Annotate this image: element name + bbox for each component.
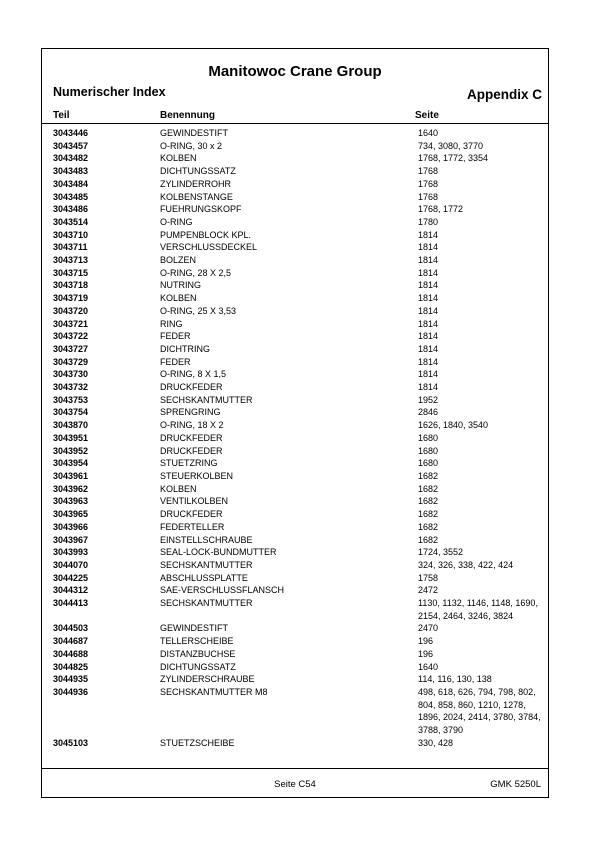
page-references: 1724, 3552 [418,547,464,558]
part-description: KOLBEN [160,483,197,494]
table-row [42,635,548,648]
page-number: Seite C54 [274,779,316,790]
part-description: ZYLINDERSCHRAUBE [160,674,255,685]
part-description: FEDER [160,356,191,367]
part-description: KOLBEN [160,153,197,164]
part-description: KOLBENSTANGE [160,191,233,202]
footer-divider [42,768,548,769]
table-row [42,483,548,496]
part-description: O-RING, 8 X 1,5 [160,369,227,380]
part-description: EINSTELLSCHRAUBE [160,534,253,545]
part-number: 3043710 [53,229,89,240]
table-row [42,406,548,419]
part-description: SAE-VERSCHLUSSFLANSCH [160,585,285,596]
part-number: 3043446 [53,128,89,138]
part-number: 3043753 [53,394,89,405]
table-row [42,470,548,483]
part-number: 3043727 [53,343,89,354]
part-number: 3043965 [53,509,89,520]
table-row [42,661,548,674]
page-references: 2470 [418,623,439,634]
table-row [42,622,548,635]
table-row [42,686,548,737]
part-description: DICHTUNGSSATZ [160,166,236,177]
page-references: 734, 3080, 3770 [418,140,484,151]
header-divider [42,123,548,124]
page-references: 1814 [418,331,439,342]
part-description: DRUCKFEDER [160,432,223,443]
table-row [42,292,548,305]
part-description: SECHSKANTMUTTER [160,598,253,609]
table-row [42,521,548,534]
table-row [42,457,548,470]
page-references: 1814 [418,305,439,316]
table-row [42,343,548,356]
table-row [42,216,548,229]
index-table [42,127,548,749]
page-references: 1814 [418,229,439,240]
table-row [42,305,548,318]
appendix-label: Appendix C [466,87,542,102]
part-number: 3044225 [53,572,89,583]
page-references: 1814 [418,293,439,304]
page-references: 1640 [418,661,439,672]
model-label: GMK 5250L [490,779,541,790]
page-references: 2846 [418,407,439,418]
part-description: STUETZSCHEIBE [160,737,235,748]
section-title: Numerischer Index [53,85,166,99]
table-row [42,559,548,572]
part-number: 3044070 [53,559,89,570]
part-description: FUEHRUNGSKOPF [160,204,242,215]
page-references: 1130, 1132, 1146, 1148, 1690, 2154, 2464, 3246, 3824 [418,598,538,621]
table-row [42,178,548,191]
page-references: 1682 [418,509,439,520]
column-header-benennung: Benennung [160,110,215,121]
page-references: 1768 [418,166,439,177]
page-references: 1814 [418,369,439,380]
page-references: 1814 [418,356,439,367]
part-number: 3043954 [53,458,89,469]
page-references: 114, 116, 130, 138 [418,674,492,685]
part-number: 3043719 [53,293,89,304]
part-number: 3043718 [53,280,89,291]
page-references: 1814 [418,280,439,291]
part-description: GEWINDESTIFT [160,623,228,634]
part-number: 3044688 [53,648,89,659]
part-description: DRUCKFEDER [160,509,223,520]
part-description: RING [160,318,183,329]
table-row [42,394,548,407]
part-description: DRUCKFEDER [160,382,223,393]
page-references: 1780 [418,216,439,227]
page-references: 1814 [418,343,439,354]
table-row [42,152,548,165]
part-description: DICHTUNGSSATZ [160,661,236,672]
part-number: 3043961 [53,470,89,481]
part-description: DICHTRING [160,343,210,354]
part-number: 3043870 [53,420,89,431]
part-description: GEWINDESTIFT [160,128,228,138]
part-number: 3043962 [53,483,89,494]
page-references: 1768, 1772 [418,204,464,215]
part-number: 3043754 [53,407,89,418]
table-row [42,508,548,521]
page-references: 324, 326, 338, 422, 424 [418,559,514,570]
part-number: 3043732 [53,382,89,393]
part-number: 3043486 [53,204,89,215]
table-row [42,368,548,381]
page-references: 1626, 1840, 3540 [418,420,489,431]
part-number: 3043485 [53,191,89,202]
part-number: 3044936 [53,686,89,697]
part-number: 3043721 [53,318,89,329]
company-title: Manitowoc Crane Group [208,63,382,80]
part-description: SEAL-LOCK-BUNDMUTTER [160,547,277,558]
table-row [42,279,548,292]
table-row [42,318,548,331]
page-references: 1680 [418,432,439,443]
column-header-seite: Seite [415,110,439,121]
table-row [42,534,548,547]
table-row [42,584,548,597]
part-number: 3044413 [53,598,89,609]
part-number: 3044687 [53,636,89,647]
part-number: 3043457 [53,140,89,151]
page-references: 1682 [418,470,439,481]
part-number: 3043730 [53,369,89,380]
part-number: 3043729 [53,356,89,367]
part-number: 3045103 [53,737,89,748]
part-description: O-RING [160,216,193,227]
table-row [42,648,548,661]
part-description: SECHSKANTMUTTER M8 [160,686,268,697]
page-references: 196 [418,636,434,647]
part-description: O-RING, 28 X 2,5 [160,267,232,278]
table-row [42,673,548,686]
part-description: VERSCHLUSSDECKEL [160,242,258,253]
part-description: ZYLINDERROHR [160,178,232,189]
part-number: 3044503 [53,623,89,634]
part-description: O-RING, 30 x 2 [160,140,223,151]
part-description: DRUCKFEDER [160,445,223,456]
part-description: TELLERSCHEIBE [160,636,234,647]
part-description: VENTILKOLBEN [160,496,229,507]
part-description: NUTRING [160,280,201,291]
part-number: 3043952 [53,445,89,456]
table-row [42,191,548,204]
table-row [42,597,548,622]
column-header-teil: Teil [53,110,70,121]
part-number: 3043720 [53,305,89,316]
page-references: 1680 [418,445,439,456]
page-references: 1814 [418,318,439,329]
page-references: 1682 [418,496,439,507]
part-number: 3043963 [53,496,89,507]
page-references: 1952 [418,394,439,405]
table-row [42,495,548,508]
part-description: DISTANZBUCHSE [160,648,236,659]
page-references: 196 [418,648,434,659]
page-references: 2472 [418,585,439,596]
table-row [42,356,548,369]
part-number: 3043713 [53,255,89,266]
table-row [42,572,548,585]
part-description: O-RING, 18 X 2 [160,420,224,431]
part-number: 3043514 [53,216,89,227]
table-row [42,432,548,445]
part-description: O-RING, 25 X 3,53 [160,305,237,316]
part-description: SECHSKANTMUTTER [160,559,253,570]
part-number: 3043967 [53,534,89,545]
table-row [42,546,548,559]
part-description: FEDER [160,331,191,342]
part-number: 3043951 [53,432,89,443]
page-references: 1682 [418,483,439,494]
part-description: STUETZRING [160,458,218,469]
part-number: 3043722 [53,331,89,342]
table-row [42,330,548,343]
page-references: 498, 618, 626, 794, 798, 802, 804, 858, 860, 1210, 1278, 1896, 2024, 2414, 3780, 3784, 3788, 3790 [418,686,541,736]
part-number: 3044935 [53,674,89,685]
page-references: 1814 [418,255,439,266]
table-row [42,241,548,254]
table-row [42,229,548,242]
part-description: FEDERTELLER [160,521,225,532]
page-references: 330, 428 [418,737,454,748]
part-description: BOLZEN [160,255,197,266]
table-row [42,737,548,750]
part-number: 3044825 [53,661,89,672]
part-description: SECHSKANTMUTTER [160,394,253,405]
page-references: 1758 [418,572,439,583]
part-number: 3043966 [53,521,89,532]
page-references: 1640 [418,128,439,138]
page-references: 1814 [418,242,439,253]
part-description: STEUERKOLBEN [160,470,234,481]
table-row [42,381,548,394]
part-description: ABSCHLUSSPLATTE [160,572,248,583]
page-references: 1768, 1772, 3354 [418,153,489,164]
page-references: 1682 [418,521,439,532]
part-number: 3043711 [53,242,88,253]
part-number: 3043483 [53,166,89,177]
table-row [42,127,548,140]
part-number: 3043482 [53,153,89,164]
table-row [42,419,548,432]
table-row [42,267,548,280]
part-description: KOLBEN [160,293,197,304]
part-number: 3043993 [53,547,89,558]
table-row [42,445,548,458]
page-references: 1768 [418,178,439,189]
page-references: 1814 [418,267,439,278]
table-row [42,140,548,153]
page-references: 1814 [418,382,439,393]
table-row [42,165,548,178]
page-frame [41,48,549,798]
part-number: 3043484 [53,178,89,189]
part-description: PUMPENBLOCK KPL. [160,229,252,240]
part-number: 3043715 [53,267,89,278]
table-row [42,203,548,216]
part-description: SPRENGRING [160,407,221,418]
table-row [42,254,548,267]
page-references: 1768 [418,191,439,202]
page-references: 1682 [418,534,439,545]
part-number: 3044312 [53,585,89,596]
page-references: 1680 [418,458,439,469]
